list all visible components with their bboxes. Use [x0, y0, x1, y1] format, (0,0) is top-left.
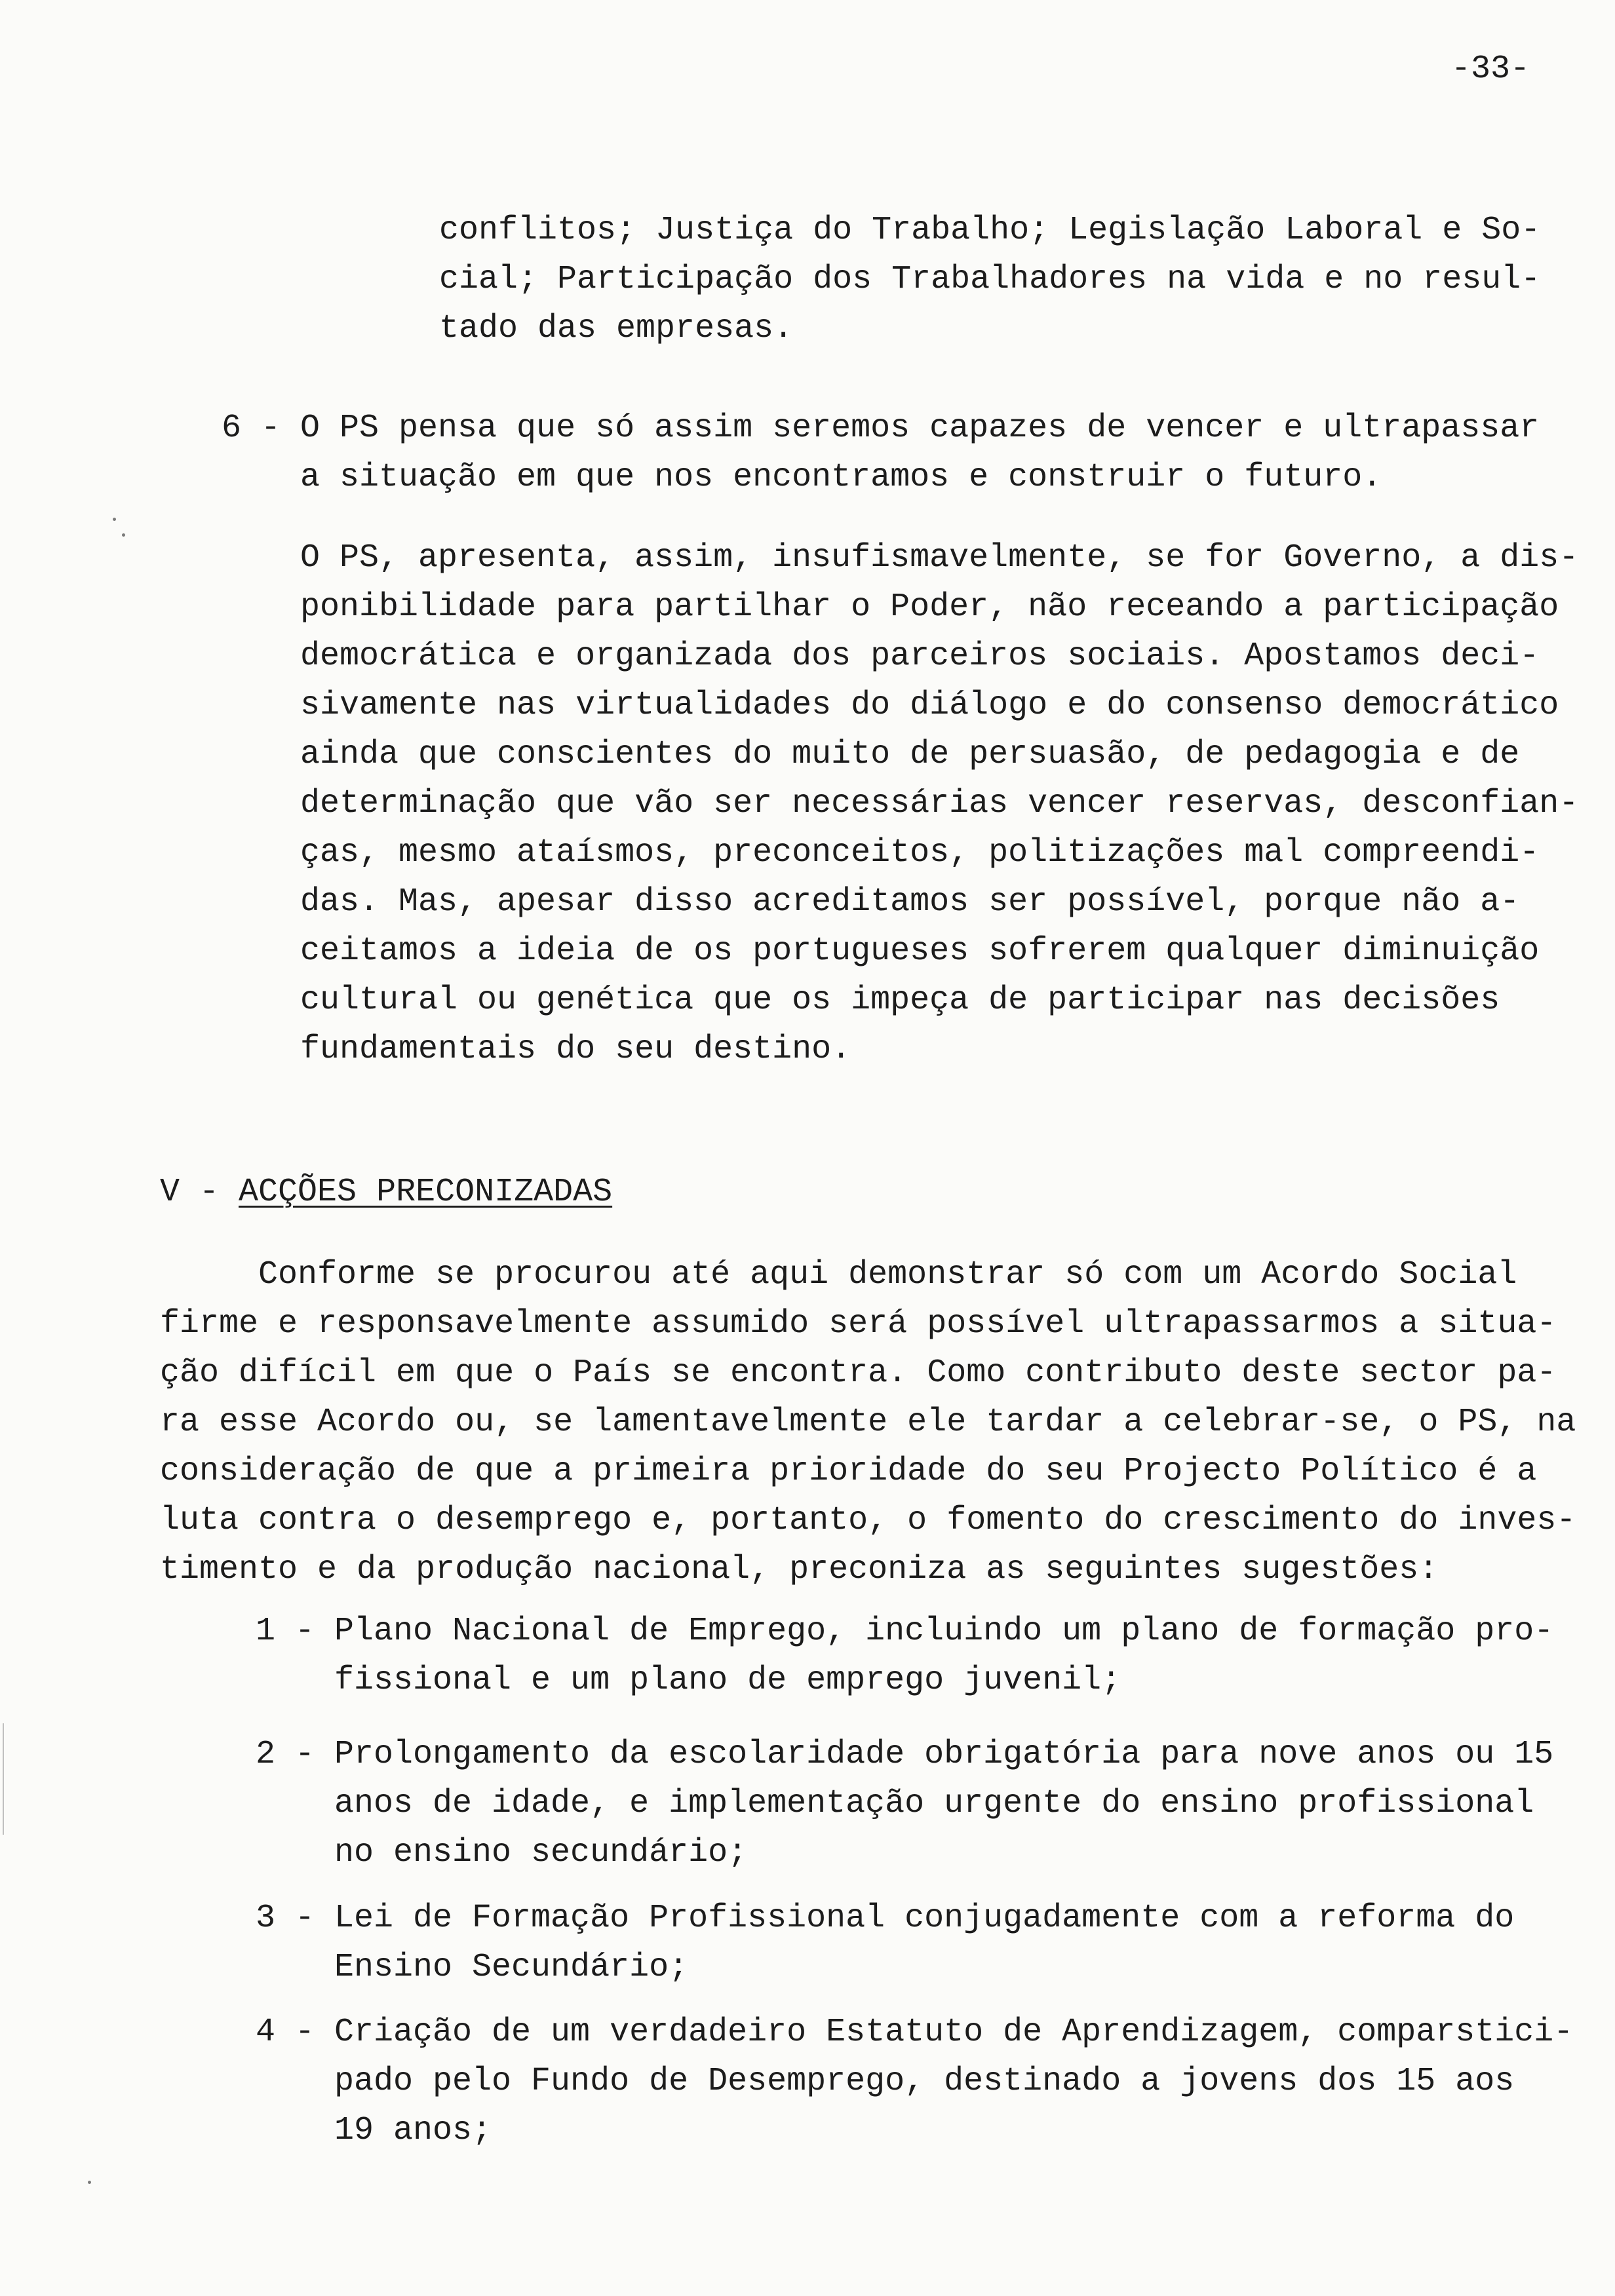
text-line: luta contra o desemprego e, portanto, o fomento do crescimento do inves-	[160, 1502, 1576, 1539]
ps-paragraph	[300, 533, 1578, 1074]
text-line: democrática e organizada dos parceiros sociais. Apostamos deci-	[300, 638, 1540, 675]
list-item-number: 1 -	[256, 1613, 315, 1650]
scan-speck	[122, 533, 125, 537]
text-line: 19 anos;	[334, 2112, 492, 2149]
text-line: Plano Nacional de Emprego, incluindo um plano de formação pro-	[334, 1613, 1554, 1650]
page-number: -33-	[1450, 50, 1530, 88]
text-line: fissional e um plano de emprego juvenil;	[334, 1662, 1121, 1699]
list-item	[256, 1607, 1566, 1705]
text-line: no ensino secundário;	[334, 1834, 748, 1871]
text-line: conflitos; Justiça do Trabalho; Legislação Laboral e So-	[439, 212, 1541, 249]
text-line: fundamentais do seu destino.	[300, 1031, 851, 1068]
section-title: ACÇÕES PRECONIZADAS	[239, 1174, 613, 1211]
list-item-number: 2 -	[256, 1736, 315, 1773]
text-line: ainda que conscientes do muito de persuasão, de pedagogia e de	[300, 736, 1520, 773]
text-line: tado das empresas.	[439, 310, 794, 347]
text-line: ponibilidade para partilhar o Poder, não receando a participação	[300, 588, 1559, 626]
text-line: pado pelo Fundo de Desemprego, destinado a jovens dos 15 aos	[334, 2063, 1515, 2100]
text-line: a situação em que nos encontramos e construir o futuro.	[300, 459, 1382, 496]
text-line: O PS, apresenta, assim, insufismavelmente, se for Governo, a dis-	[300, 539, 1579, 577]
text-line: determinação que vão ser necessárias vencer reservas, desconfian-	[300, 785, 1579, 822]
text-line: O PS pensa que só assim seremos capazes de vencer e ultrapassar	[300, 410, 1540, 447]
text-line: timento e da produção nacional, preconiza as seguintes sugestões:	[160, 1551, 1439, 1588]
list-item-number: 3 -	[256, 1900, 315, 1937]
list-item-text	[334, 1730, 1566, 1877]
list-item-text	[334, 2008, 1574, 2155]
scan-speck	[88, 2181, 91, 2184]
list-item	[256, 2008, 1574, 2155]
text-line: sivamente nas virtualidades do diálogo e do consenso democrático	[300, 687, 1559, 724]
text-line: cial; Participação dos Trabalhadores na vida e no resul-	[439, 261, 1541, 298]
scan-edge-line	[3, 1723, 4, 1835]
text-line: ças, mesmo ataísmos, preconceitos, politizações mal compreendi-	[300, 834, 1540, 871]
text-line: ra esse Acordo ou, se lamentavelmente ele tardar a celebrar-se, o PS, na	[160, 1404, 1576, 1441]
text-line: ceitamos a ideia de os portugueses sofrerem qualquer diminuição	[300, 932, 1540, 970]
text-line: das. Mas, apesar disso acreditamos ser possível, porque não a-	[300, 883, 1520, 921]
list-item	[256, 1730, 1566, 1877]
text-line: Conforme se procurou até aqui demonstrar só com um Acordo Social	[160, 1256, 1517, 1293]
text-line: anos de idade, e implementação urgente do ensino profissional	[334, 1785, 1534, 1822]
continuation-paragraph	[439, 206, 1553, 353]
text-line: Prolongamento da escolaridade obrigatória para nove anos ou 15	[334, 1736, 1554, 1773]
text-line: Ensino Secundário;	[334, 1949, 689, 1986]
numbered-point-6	[222, 404, 1565, 502]
point-text	[300, 404, 1565, 502]
intro-paragraph	[160, 1250, 1589, 1594]
text-line: ção difícil em que o País se encontra. Como contributo deste sector pa-	[160, 1354, 1557, 1392]
text-line: Criação de um verdadeiro Estatuto de Aprendizagem, comparstici-	[334, 2014, 1574, 2051]
scan-speck	[113, 518, 116, 521]
section-heading	[160, 1168, 612, 1217]
text-line: consideração de que a primeira prioridade do seu Projecto Político é a	[160, 1453, 1537, 1490]
list-item-number: 4 -	[256, 2014, 315, 2051]
text-line: Lei de Formação Profissional conjugadamente com a reforma do	[334, 1900, 1515, 1937]
section-prefix: V -	[160, 1174, 239, 1211]
text-line: firme e responsavelmente assumido será possível ultrapassarmos a situa-	[160, 1305, 1557, 1343]
list-item-text	[334, 1607, 1566, 1705]
list-item-text	[334, 1894, 1566, 1992]
text-line: cultural ou genética que os impeça de participar nas decisões	[300, 982, 1500, 1019]
list-item	[256, 1894, 1566, 1992]
point-number: 6 -	[222, 410, 281, 447]
